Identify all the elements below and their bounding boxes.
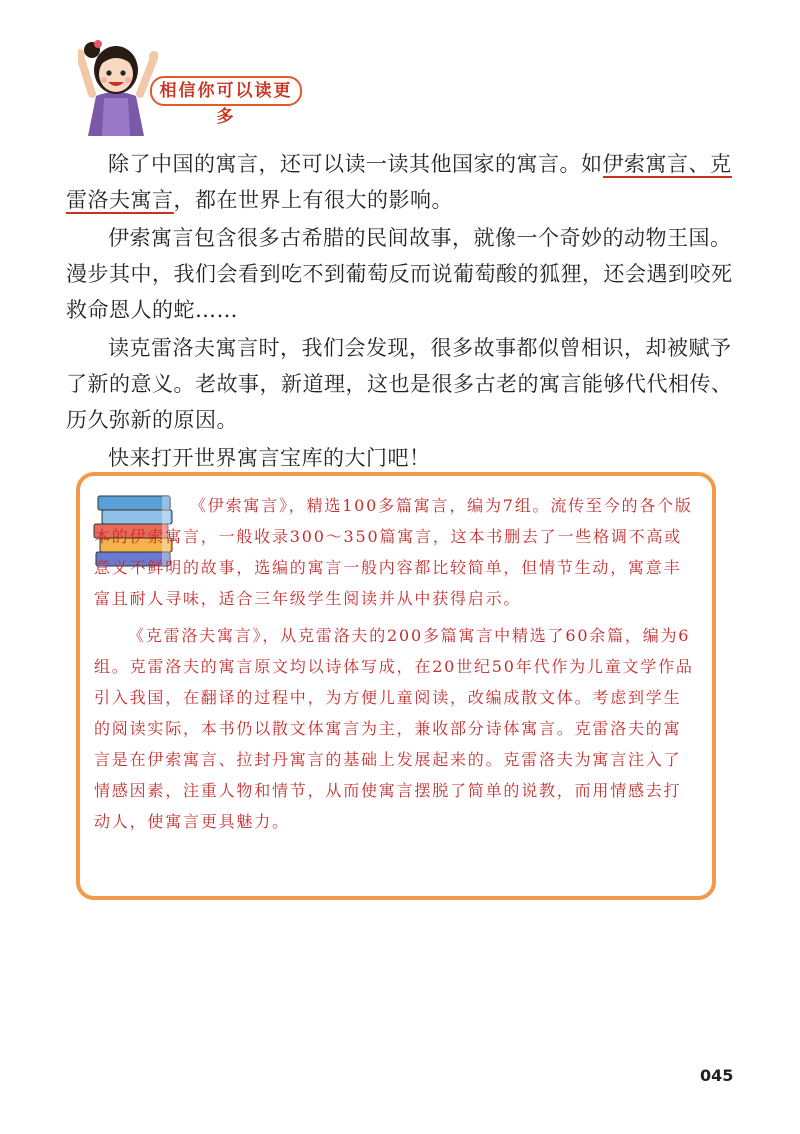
main-text xyxy=(66,146,738,478)
paragraph-1: 除了中国的寓言，还可以读一读其他国家的寓言。如伊索寓言、克雷洛夫寓言，都在世界上有很大的影响。 xyxy=(66,152,732,212)
page-number: 045 xyxy=(700,1066,734,1085)
girl-illustration-icon xyxy=(78,36,158,136)
paragraph-2: 伊索寓言包含很多古希腊的民间故事，就像一个奇妙的动物王国。漫步其中，我们会看到吃不到葡萄反而说葡萄酸的狐狸，还会遇到咬死救命恩人的蛇…… xyxy=(66,226,733,322)
book-info-box xyxy=(76,472,716,900)
paragraph-3: 读克雷洛夫寓言时，我们会发现，很多故事都似曾相识，却被赋予了新的意义。老故事，新道理，这也是很多古老的寓言能够代代相传、历久弥新的原因。 xyxy=(66,336,733,432)
book-names-underlined: 伊索寓言、克雷洛夫寓言 xyxy=(66,152,732,212)
book-info-text xyxy=(94,490,698,843)
paragraph-4: 快来打开世界寓言宝库的大门吧！ xyxy=(108,446,431,470)
section-banner: 相信你可以读更多 xyxy=(150,76,302,106)
section-header xyxy=(78,36,318,136)
krylov-description: 《克雷洛夫寓言》，从克雷洛夫的200多篇寓言中精选了60余篇，编为6组。克雷洛夫的寓言原文均以诗体写成，在20世纪50年代作为儿童文学作品引入我国，在翻译的过程中，为方便儿童阅读，改编成散文体。考虑到学生的阅读实际，本书仍以散文体寓言为主，兼收部分诗体寓言。克雷洛夫的寓言是在伊索寓言、拉封丹寓言的基础上发展起来的。克雷洛夫为寓言注入了情感因素，注重人物和情节，从而使寓言摆脱了简单的说教，而用情感去打动人，使寓言更具魅力。 xyxy=(94,626,694,831)
aesop-description: 《伊索寓言》，精选100多篇寓言，编为7组。流传至今的各个版本的伊索寓言，一般收录300～350篇寓言，这本书删去了一些格调不高或意义不鲜明的故事，选编的寓言一般内容都比较简单，但情节生动，寓意丰富且耐人寻味，适合三年级学生阅读并从中获得启示。 xyxy=(94,496,693,608)
